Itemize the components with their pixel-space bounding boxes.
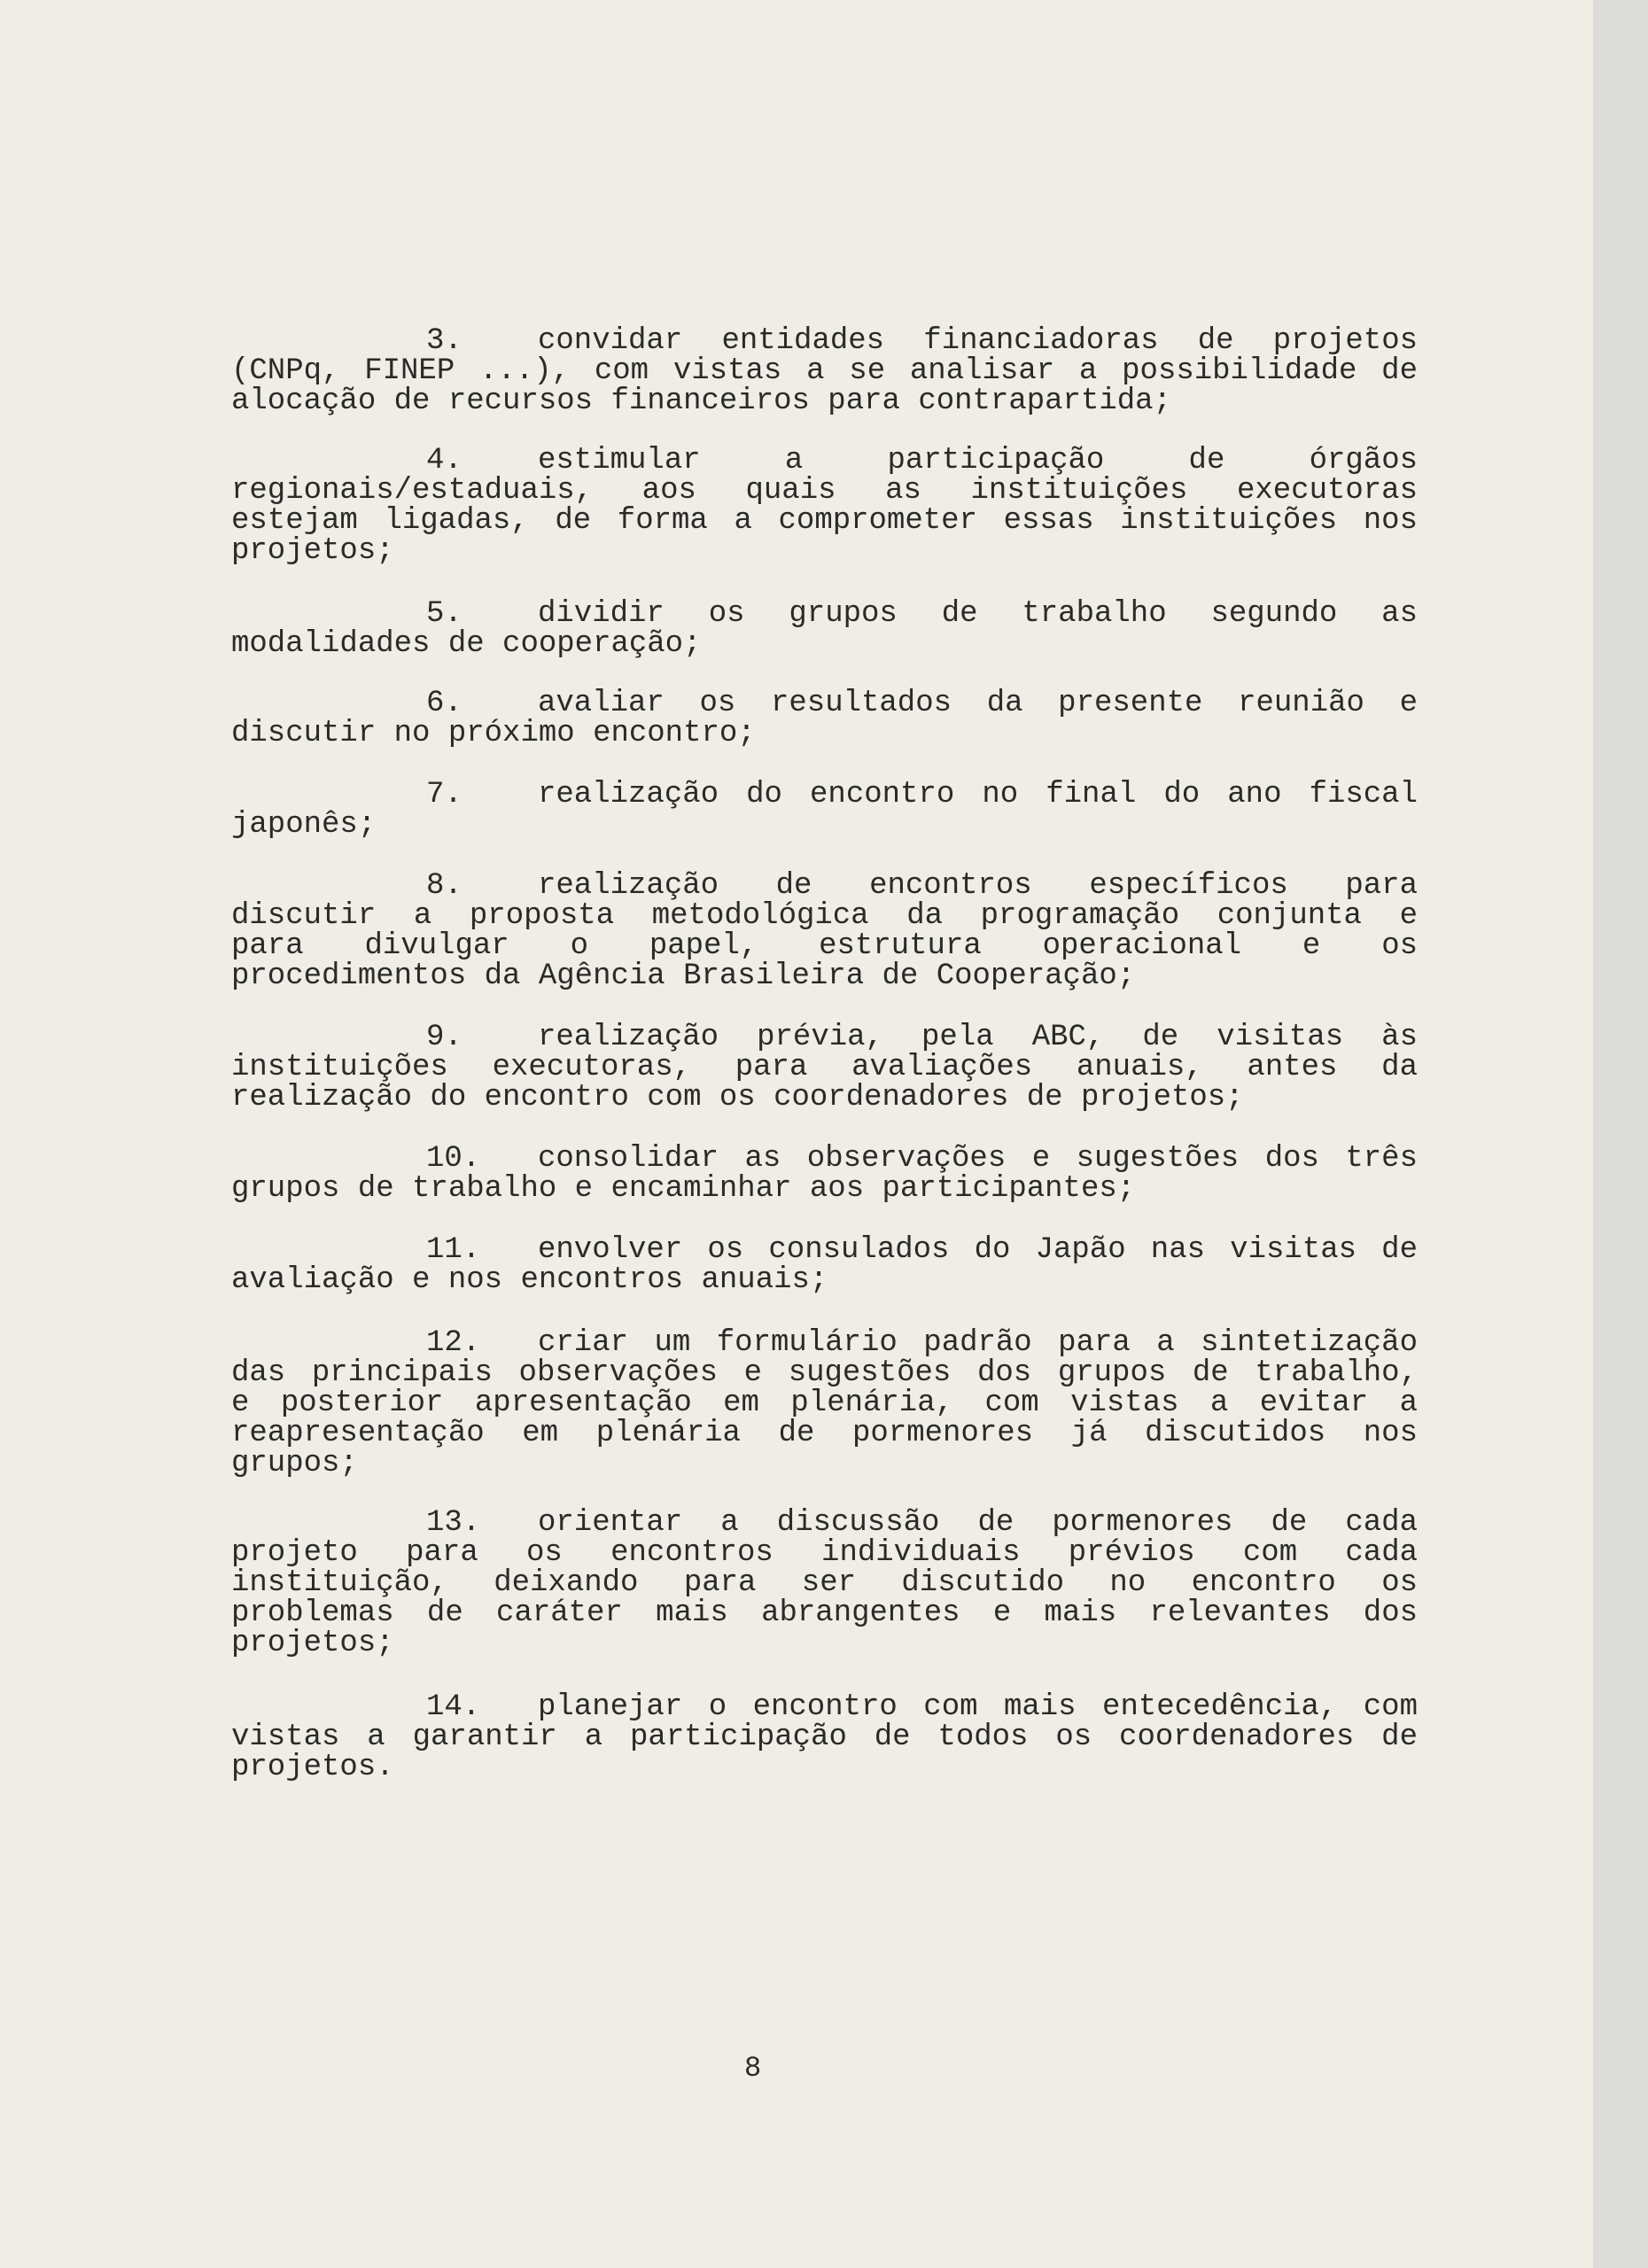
item-text-line: discutir a proposta metodológica da programação conjunta e (231, 901, 1418, 931)
item-text-line: avaliar os resultados da presente reunião e (538, 688, 1418, 718)
item-text-line: realização do encontro no final do ano fiscal (538, 780, 1418, 810)
item-text-line: envolver os consulados do Japão nas visitas de (538, 1235, 1418, 1265)
item-number: 11. (426, 1233, 481, 1267)
list-item (231, 871, 1418, 991)
item-number: 9. (426, 1021, 463, 1054)
list-item (231, 446, 1418, 566)
item-text-line: vistas a garantir a participação de todos os coordenadores de (231, 1722, 1418, 1752)
item-text-line: regionais/estaduais, aos quais as instituições executoras (231, 476, 1418, 506)
item-text-line: orientar a discussão de pormenores de cada (538, 1508, 1418, 1538)
scan-edge (1593, 0, 1648, 2268)
item-number: 3. (426, 324, 463, 358)
item-text-line: grupos; (231, 1449, 358, 1479)
list-item (231, 1692, 1418, 1783)
item-text-line: realização prévia, pela ABC, de visitas às (538, 1022, 1418, 1052)
item-number: 14. (426, 1690, 481, 1724)
list-item (231, 1144, 1418, 1204)
item-text-line: projetos. (231, 1752, 394, 1783)
item-text-line: instituição, deixando para ser discutido no encontro os (231, 1568, 1418, 1598)
item-text-line: realização de encontros específicos para (538, 871, 1418, 901)
item-text-line: planejar o encontro com mais entecedência, com (538, 1692, 1418, 1722)
item-text-line: problemas de caráter mais abrangentes e mais relevantes dos (231, 1598, 1418, 1628)
item-number: 7. (426, 778, 463, 812)
item-number: 5. (426, 597, 463, 631)
item-text-line: estimular a participação de órgãos (538, 446, 1418, 476)
item-text-line: dividir os grupos de trabalho segundo as (538, 599, 1418, 629)
list-item (231, 1508, 1418, 1658)
item-text-line: discutir no próximo encontro; (231, 718, 756, 749)
item-text-line: para divulgar o papel, estrutura operacional e os (231, 931, 1418, 961)
list-item (231, 326, 1418, 416)
item-number: 6. (426, 687, 463, 720)
item-text-line: (CNPq, FINEP ...), com vistas a se analisar a possibilidade de (231, 356, 1418, 386)
item-text-line: alocação de recursos financeiros para contrapartida; (231, 386, 1171, 416)
list-item (231, 1328, 1418, 1479)
list-item (231, 688, 1418, 749)
item-number: 12. (426, 1326, 481, 1360)
item-text-line: procedimentos da Agência Brasileira de Cooperação; (231, 961, 1136, 991)
item-number: 8. (426, 869, 463, 903)
item-text-line: avaliação e nos encontros anuais; (231, 1265, 828, 1295)
item-text-line: realização do encontro com os coordenadores de projetos; (231, 1083, 1244, 1113)
item-text-line: modalidades de cooperação; (231, 629, 702, 659)
item-text-line: instituições executoras, para avaliações anuais, antes da (231, 1052, 1418, 1083)
list-item (231, 1235, 1418, 1295)
list-item (231, 1022, 1418, 1113)
item-text-line: e posterior apresentação em plenária, com vistas a evitar a (231, 1388, 1418, 1418)
item-text-line: grupos de trabalho e encaminhar aos participantes; (231, 1174, 1136, 1204)
page-number: 8 (744, 2052, 762, 2085)
list-item (231, 599, 1418, 659)
item-text-line: criar um formulário padrão para a sintetização (538, 1328, 1418, 1358)
item-number: 10. (426, 1142, 481, 1176)
item-text-line: consolidar as observações e sugestões dos três (538, 1144, 1418, 1174)
item-text-line: estejam ligadas, de forma a comprometer essas instituições nos (231, 506, 1418, 536)
item-text-line: projetos; (231, 1628, 394, 1658)
item-text-line: projeto para os encontros individuais prévios com cada (231, 1538, 1418, 1568)
item-text-line: reapresentação em plenária de pormenores já discutidos nos (231, 1418, 1418, 1449)
item-text-line: japonês; (231, 810, 377, 840)
item-number: 4. (426, 444, 463, 478)
item-text-line: convidar entidades financiadoras de projetos (538, 326, 1418, 356)
item-number: 13. (426, 1506, 481, 1540)
list-item (231, 780, 1418, 840)
item-text-line: das principais observações e sugestões dos grupos de trabalho, (231, 1358, 1418, 1388)
item-text-line: projetos; (231, 536, 394, 566)
